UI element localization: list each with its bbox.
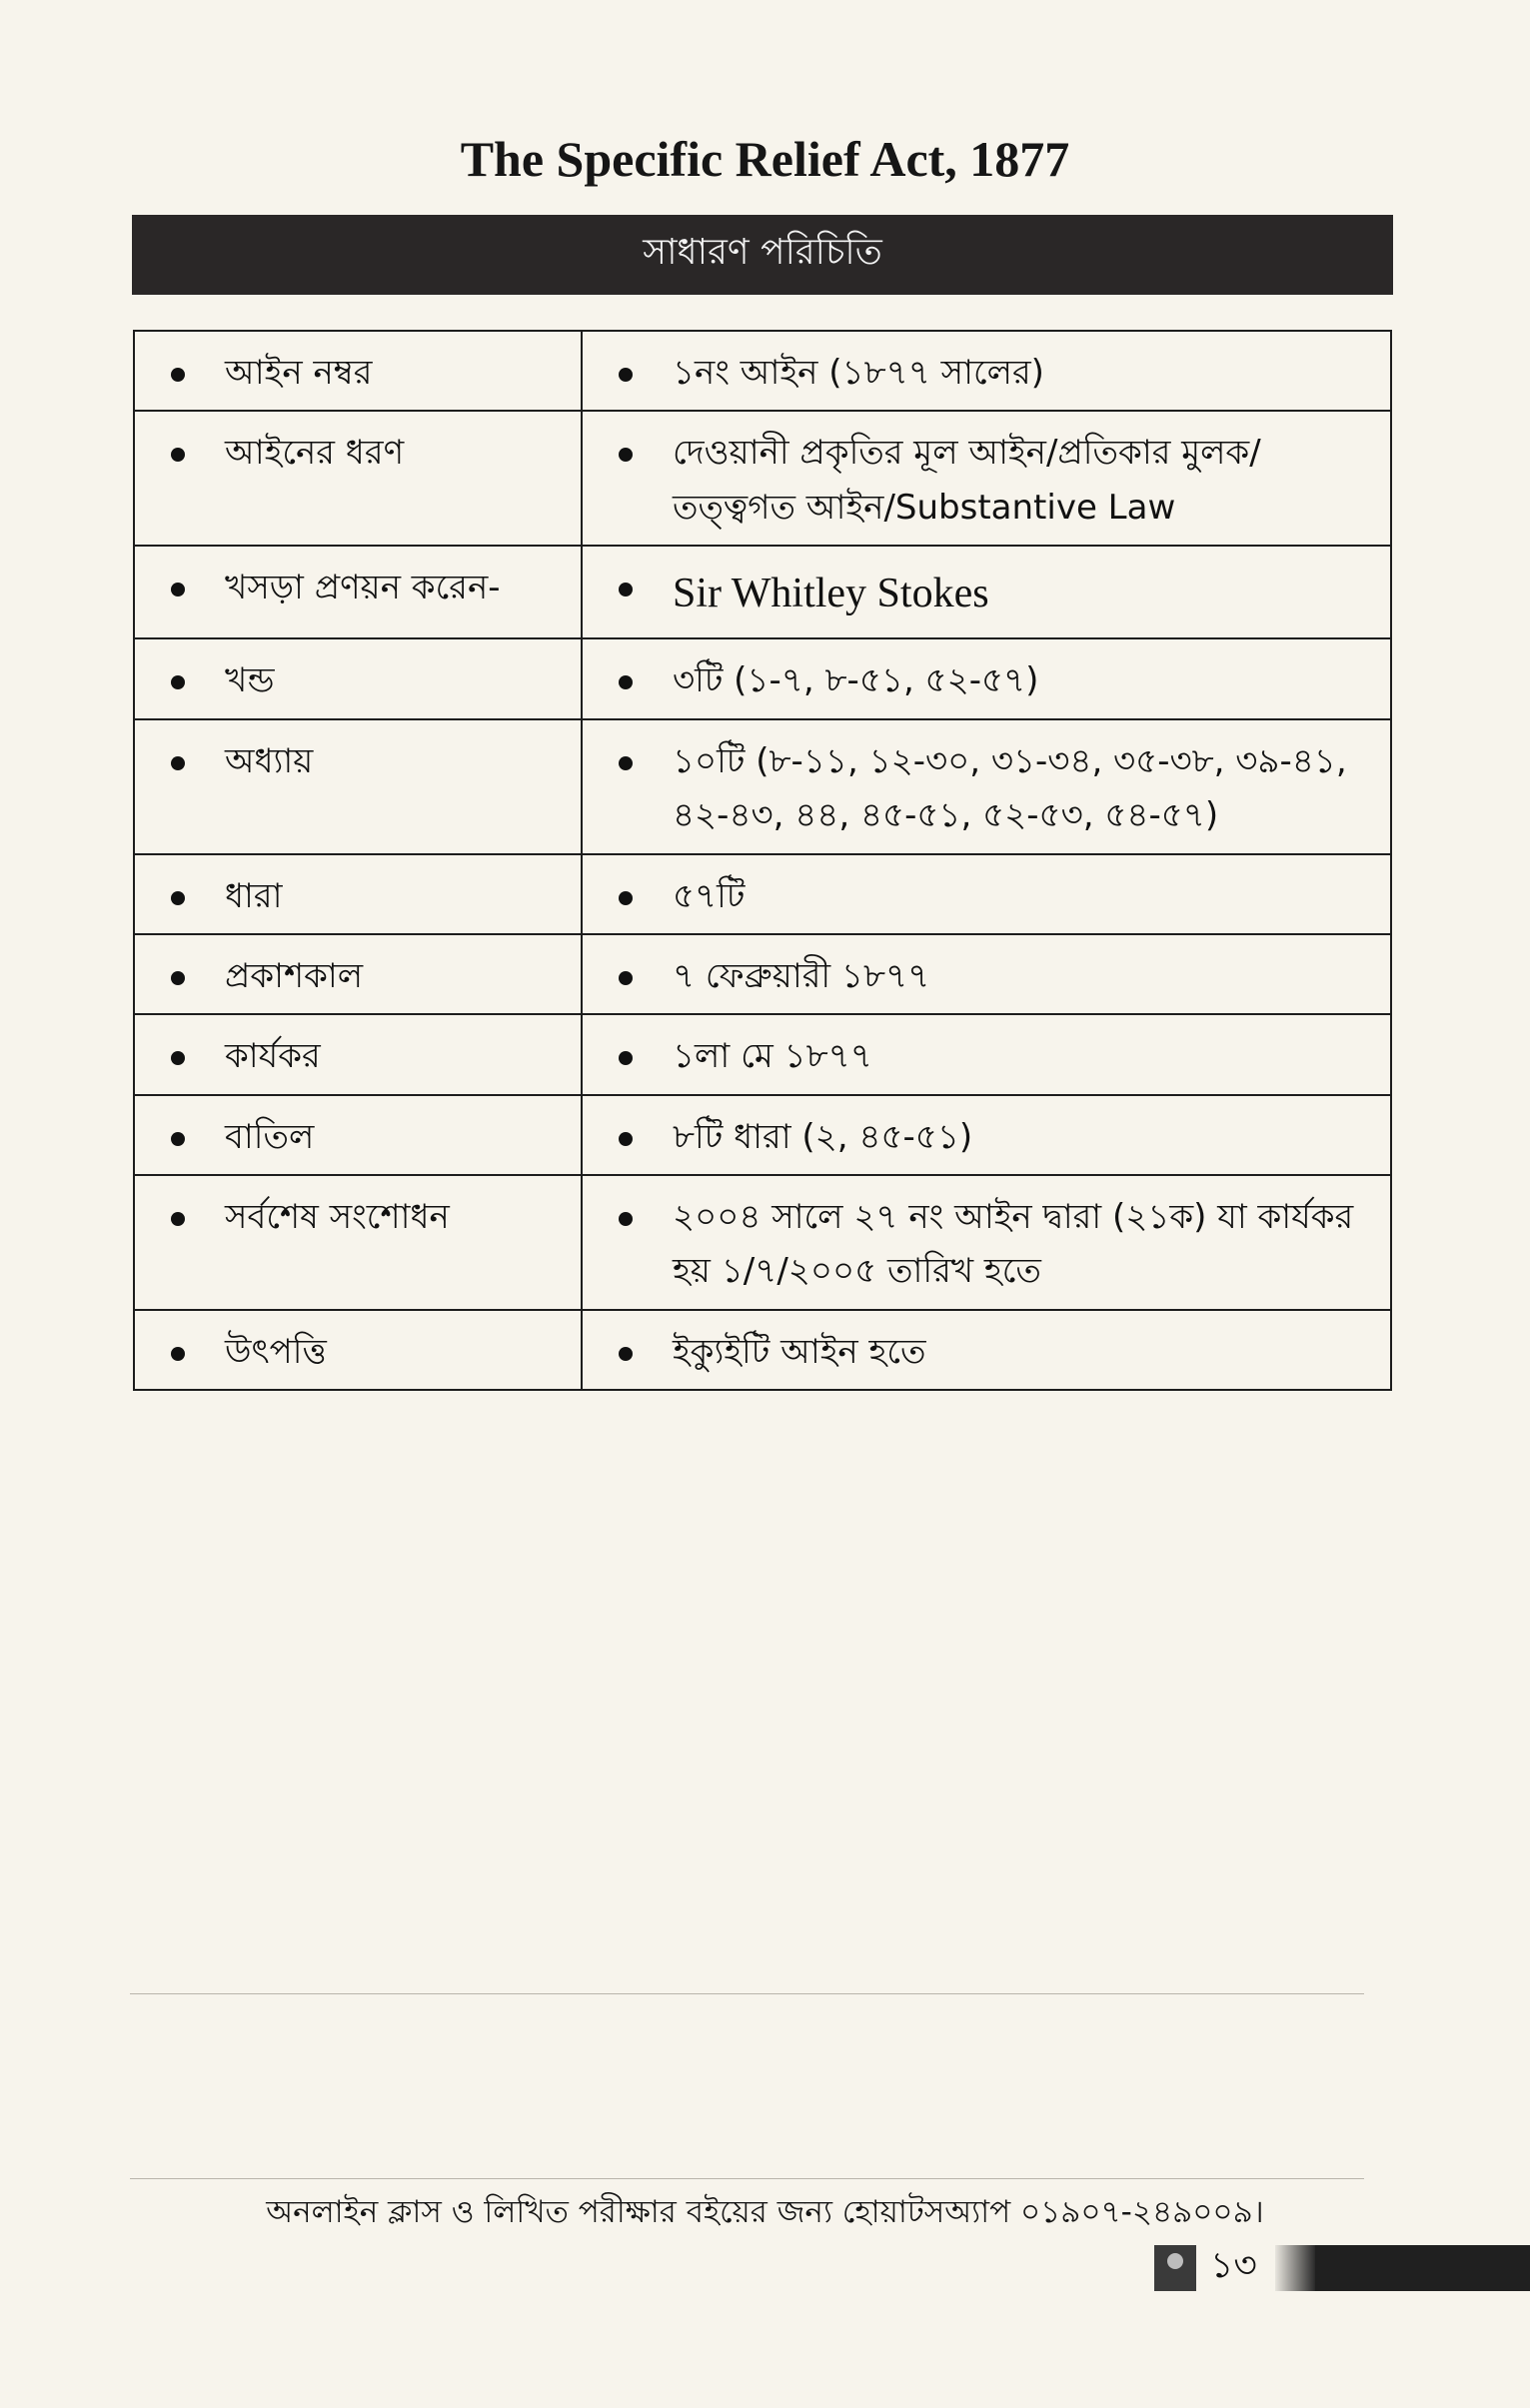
table-row	[134, 1175, 1391, 1310]
divider	[130, 1993, 1364, 1994]
row-label: অধ্যায়	[225, 740, 314, 781]
bullet-icon	[619, 368, 633, 382]
table-row	[134, 934, 1391, 1014]
table-row	[134, 1095, 1391, 1175]
row-label: খন্ড	[225, 660, 275, 701]
table-row	[134, 1014, 1391, 1094]
bullet-icon	[619, 756, 633, 770]
page-footer-strip	[1154, 2241, 1530, 2295]
bullet-icon	[171, 1347, 185, 1361]
row-value: ১০টি (৮-১১, ১২-৩০, ৩১-৩৪, ৩৫-৩৮, ৩৯-৪১, ৪২-৪৩, ৪৪, ৪৫-৫১, ৫২-৫৩, ৫৪-৫৭)	[673, 740, 1347, 836]
bullet-icon	[171, 675, 185, 689]
row-label: আইনের ধরণ	[225, 433, 405, 474]
row-label: সর্বশেষ সংশোধন	[225, 1197, 450, 1238]
bullet-icon	[619, 448, 633, 462]
strip-bar	[1315, 2245, 1530, 2291]
bullet-icon	[171, 1051, 185, 1065]
row-value: দেওয়ানী প্রকৃতির মূল আইন/প্রতিকার মুলক/তত্ত্বগত আইন/Substantive Law	[673, 433, 1261, 528]
bullet-icon	[619, 1132, 633, 1146]
table-row	[134, 719, 1391, 854]
row-value: ৭ ফেব্রুয়ারী ১৮৭৭	[673, 955, 930, 996]
bullet-icon	[619, 1347, 633, 1361]
row-label: কার্যকর	[225, 1036, 321, 1077]
bullet-icon	[171, 368, 185, 382]
table-row	[134, 1310, 1391, 1390]
bullet-icon	[619, 583, 633, 597]
row-label: আইন নম্বর	[225, 353, 373, 393]
bullet-icon	[171, 1132, 185, 1146]
footer-note: অনলাইন ক্লাস ও লিখিত পরীক্ষার বইয়ের জন্য হোয়াটসঅ্যাপ ০১৯০৭-২৪৯০০৯।	[266, 2194, 1264, 2230]
row-label: বাতিল	[225, 1116, 315, 1157]
bullet-icon	[171, 891, 185, 905]
table-row	[134, 331, 1391, 411]
row-value: ৫৭টি	[673, 875, 746, 916]
table-row	[134, 411, 1391, 546]
bullet-icon	[619, 971, 633, 985]
bullet-icon	[171, 756, 185, 770]
divider	[130, 2178, 1364, 2179]
bullet-icon	[619, 891, 633, 905]
row-value: ৮টি ধারা (২, ৪৫-৫১)	[673, 1116, 973, 1157]
row-value: ইক্যুইটি আইন হতে	[673, 1331, 926, 1372]
strip-gradient	[1275, 2245, 1315, 2291]
row-label: খসড়া প্রণয়ন করেন-	[225, 568, 501, 608]
row-value: ৩টি (১-৭, ৮-৫১, ৫২-৫৭)	[673, 660, 1039, 701]
info-table	[133, 330, 1392, 1391]
row-label: প্রকাশকাল	[225, 955, 364, 996]
row-value: ১লা মে ১৮৭৭	[673, 1036, 872, 1077]
bullet-icon	[619, 1212, 633, 1226]
page-number: ১৩	[1210, 2245, 1257, 2286]
section-heading-bar	[132, 215, 1393, 295]
bullet-icon	[171, 1212, 185, 1226]
bullet-icon	[171, 448, 185, 462]
reader-icon	[1154, 2245, 1196, 2291]
page-title: The Specific Relief Act, 1877	[460, 131, 1070, 187]
table-row	[134, 546, 1391, 638]
section-heading: সাধারণ পরিচিতি	[643, 232, 882, 273]
table-row	[134, 638, 1391, 718]
table-row	[134, 854, 1391, 934]
row-value: ২০০৪ সালে ২৭ নং আইন দ্বারা (২১ক) যা কার্যকর হয় ১/৭/২০০৫ তারিখ হতে	[673, 1197, 1354, 1292]
bullet-icon	[171, 971, 185, 985]
row-label: ধারা	[225, 875, 283, 916]
bullet-icon	[619, 1051, 633, 1065]
row-value: Sir Whitley Stokes	[673, 571, 989, 617]
bullet-icon	[619, 675, 633, 689]
row-value: ১নং আইন (১৮৭৭ সালের)	[673, 353, 1044, 393]
bullet-icon	[171, 583, 185, 597]
row-label: উৎপত্তি	[225, 1331, 327, 1372]
